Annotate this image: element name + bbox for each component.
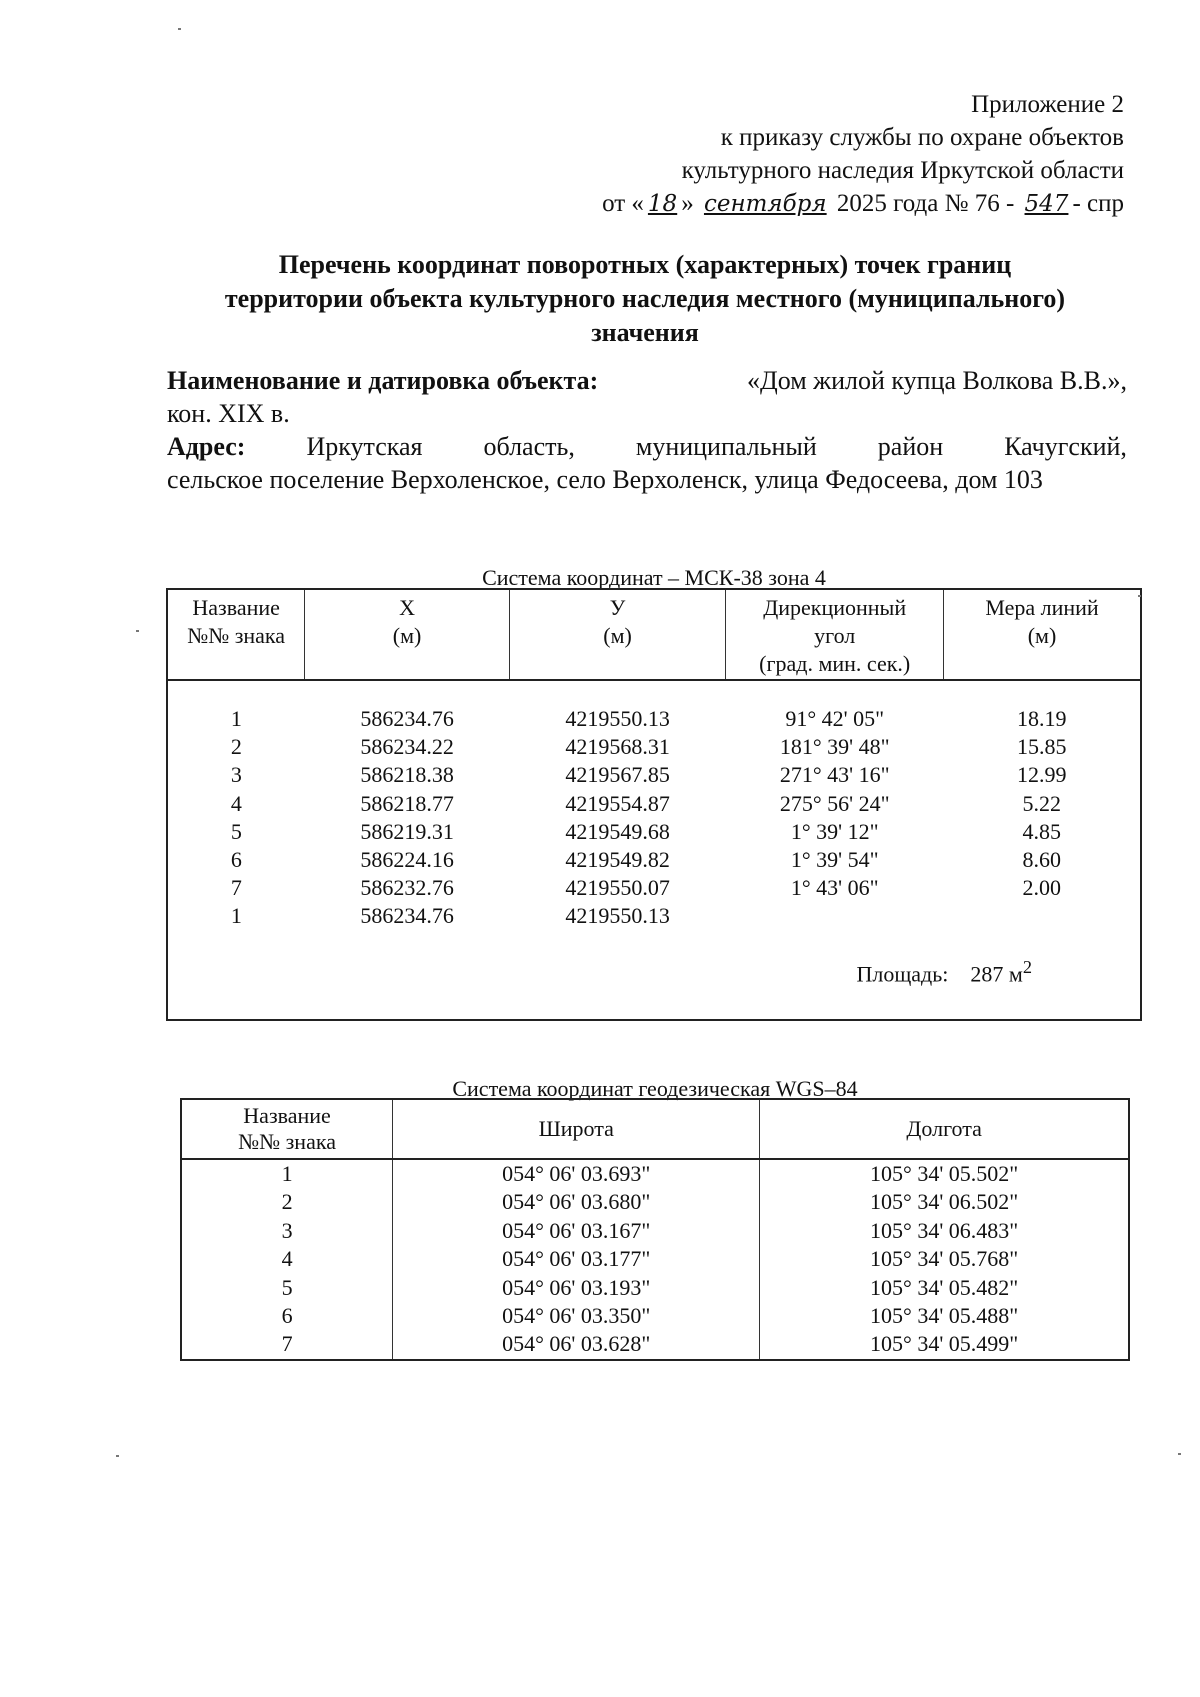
cell-latitude: 054° 06' 03.693" — [393, 1159, 760, 1188]
cell-longitude: 105° 34' 05.502" — [760, 1159, 1129, 1188]
header-text: Мера линий — [985, 595, 1099, 620]
cell-longitude: 105° 34' 05.488" — [760, 1302, 1129, 1330]
table-row — [181, 1245, 1129, 1273]
table-row — [181, 1217, 1129, 1245]
header-line-length — [944, 589, 1141, 680]
cell-latitude: 054° 06' 03.350" — [393, 1302, 760, 1330]
object-name-line — [167, 364, 1127, 397]
cell-length: 8.60 — [1022, 847, 1062, 873]
cell-angle: 271° 43' 16" — [779, 762, 890, 788]
cell-x: 586234.76 — [360, 706, 454, 731]
date-prefix: от « — [602, 190, 644, 217]
cell-angle: 1° 39' 54" — [790, 847, 879, 873]
cell-point: 5 — [281, 1274, 293, 1300]
header-point-name — [167, 589, 305, 680]
cell-point: 1 — [230, 903, 242, 929]
cell-y: 4219550.13 — [565, 706, 670, 731]
header-text: угол — [814, 623, 856, 648]
title-line-2: территории объекта культурного наследия местного (муниципального) — [224, 284, 1066, 313]
header-point-name — [181, 1099, 393, 1159]
order-suffix: - спр — [1072, 190, 1124, 217]
table-row — [167, 846, 1141, 874]
cell-x: 586232.76 — [360, 875, 454, 901]
header-text: Долгота — [906, 1116, 982, 1141]
address-word: район — [877, 432, 944, 461]
cell-length: 4.85 — [1022, 818, 1062, 844]
cell-x: 586224.16 — [360, 847, 454, 873]
cell-point: 4 — [230, 790, 242, 816]
cell-longitude: 105° 34' 06.502" — [760, 1188, 1129, 1216]
address-continuation: сельское поселение Верхоленское, село Верхоленск, улица Федосеева, дом 103 — [167, 465, 1043, 494]
handwritten-month: сентября — [703, 191, 827, 217]
cell-point: 3 — [281, 1217, 293, 1243]
cell-point: 2 — [230, 734, 242, 760]
scan-speck — [136, 630, 139, 632]
object-name-continuation: кон. XIX в. — [167, 399, 290, 428]
table-row — [181, 1159, 1129, 1188]
date-mid: » — [681, 190, 694, 217]
table-row — [167, 818, 1141, 846]
appendix-line-3: культурного наследия Иркутской области — [681, 157, 1124, 184]
scan-speck — [1138, 595, 1141, 597]
cell-y: 4219549.68 — [565, 818, 670, 844]
area-unit-superscript: 2 — [1022, 957, 1032, 978]
cell-point: 1 — [281, 1161, 293, 1186]
cell-x: 586219.31 — [360, 818, 454, 844]
header-text: (м) — [1027, 623, 1057, 648]
header-y — [509, 589, 726, 680]
cell-latitude: 054° 06' 03.680" — [393, 1188, 760, 1216]
header-longitude — [760, 1099, 1129, 1159]
table2-caption: Система координат геодезическая WGS–84 — [452, 1076, 858, 1101]
table-row — [181, 1188, 1129, 1216]
cell-point: 3 — [230, 762, 242, 788]
header-text: (м) — [392, 623, 422, 648]
appendix-header — [602, 88, 1124, 221]
cell-y: 4219550.07 — [565, 875, 670, 901]
handwritten-order-number: 547 — [1024, 191, 1069, 217]
header-text: Название — [243, 1103, 331, 1128]
cell-y: 4219550.13 — [565, 903, 670, 929]
cell-longitude: 105° 34' 05.499" — [760, 1330, 1129, 1359]
appendix-line-1: Приложение 2 — [971, 91, 1124, 118]
scan-speck — [116, 1455, 119, 1457]
cell-latitude: 054° 06' 03.167" — [393, 1217, 760, 1245]
cell-y: 4219549.82 — [565, 847, 670, 873]
address-line — [167, 430, 1127, 463]
cell-point: 4 — [281, 1246, 293, 1272]
header-text: Название — [192, 595, 280, 620]
spacer-row — [167, 680, 1141, 705]
header-text: (град. мин. сек.) — [759, 651, 911, 676]
object-name-label: Наименование и датировка объекта: — [167, 366, 599, 395]
table-row — [181, 1302, 1129, 1330]
cell-angle: 275° 56' 24" — [779, 790, 890, 816]
cell-point: 5 — [230, 818, 242, 844]
cell-angle — [726, 902, 944, 930]
cell-x: 586218.77 — [360, 790, 454, 816]
cell-latitude: 054° 06' 03.177" — [393, 1245, 760, 1273]
cell-longitude: 105° 34' 05.482" — [760, 1274, 1129, 1302]
order-year-text: 2025 года № 76 - — [836, 190, 1015, 217]
header-text: Широта — [538, 1116, 614, 1141]
cell-angle: 1° 43' 06" — [790, 875, 879, 901]
table-row — [181, 1274, 1129, 1302]
header-text: Дирекционный — [763, 595, 907, 620]
document-title — [150, 248, 1140, 350]
cell-length — [944, 902, 1141, 930]
cell-y: 4219567.85 — [565, 762, 670, 788]
object-name-value: «Дом жилой купца Волкова В.В.», — [746, 366, 1127, 395]
cell-x: 586218.38 — [360, 762, 454, 788]
cell-angle: 91° 42' 05" — [785, 706, 885, 731]
wgs84-coordinates-table — [180, 1098, 1130, 1361]
cell-length: 12.99 — [1017, 762, 1067, 788]
cell-y: 4219568.31 — [565, 734, 670, 760]
cell-angle: 181° 39' 48" — [779, 734, 890, 760]
area-label: Площадь: — [856, 961, 949, 987]
header-text: У — [609, 595, 626, 620]
header-text: X — [399, 595, 415, 620]
header-direction-angle — [726, 589, 944, 680]
table-row — [167, 705, 1141, 733]
cell-point: 7 — [281, 1331, 293, 1357]
table-row — [167, 761, 1141, 789]
cell-point: 6 — [281, 1303, 293, 1329]
address-word: Иркутская — [306, 432, 423, 461]
table-header-row — [167, 589, 1141, 680]
cell-x: 586234.76 — [360, 903, 454, 929]
cell-point: 1 — [230, 706, 242, 731]
title-line-1: Перечень координат поворотных (характерных) точек границ — [278, 250, 1012, 279]
header-x — [305, 589, 510, 680]
table-row — [167, 733, 1141, 761]
cell-longitude: 105° 34' 05.768" — [760, 1245, 1129, 1273]
area-row — [167, 931, 1141, 989]
cell-latitude: 054° 06' 03.628" — [393, 1330, 760, 1359]
header-latitude — [393, 1099, 760, 1159]
header-text: №№ знака — [187, 623, 286, 648]
header-text: (м) — [603, 623, 632, 648]
address-word: Качугский, — [1004, 432, 1127, 461]
cell-length: 15.85 — [1017, 734, 1067, 760]
cell-length: 18.19 — [1017, 706, 1067, 731]
cell-length: 5.22 — [1022, 790, 1062, 816]
cell-latitude: 054° 06' 03.193" — [393, 1274, 760, 1302]
address-word: область, — [483, 432, 575, 461]
scan-speck — [178, 28, 181, 30]
area-value: 287 м — [970, 961, 1023, 987]
cell-point: 6 — [230, 847, 242, 873]
address-word: муниципальный — [635, 432, 817, 461]
table-row — [167, 874, 1141, 902]
cell-y: 4219554.87 — [565, 790, 670, 816]
table-header-row — [181, 1099, 1129, 1159]
table-row — [167, 902, 1141, 930]
cell-point: 7 — [230, 875, 242, 901]
header-text: №№ знака — [238, 1129, 336, 1154]
title-line-3: значения — [591, 318, 699, 347]
area-cell — [167, 931, 1141, 989]
cell-point: 2 — [281, 1189, 293, 1215]
table1-caption: Система координат – МСК-38 зона 4 — [482, 565, 826, 590]
table-row — [167, 790, 1141, 818]
appendix-line-2: к приказу службы по охране объектов — [720, 124, 1124, 151]
order-date-line — [602, 187, 1124, 221]
bottom-padding-row — [167, 989, 1141, 1020]
cell-length: 2.00 — [1022, 875, 1062, 901]
cell-angle: 1° 39' 12" — [790, 818, 879, 844]
handwritten-day: 18 — [647, 191, 678, 217]
scan-speck — [1178, 1453, 1181, 1455]
address-label: Адрес: — [167, 432, 246, 461]
object-description — [167, 364, 1127, 496]
table-row — [181, 1330, 1129, 1359]
cell-longitude: 105° 34' 06.483" — [760, 1217, 1129, 1245]
cell-x: 586234.22 — [360, 734, 454, 760]
msk38-coordinates-table — [166, 588, 1142, 1021]
